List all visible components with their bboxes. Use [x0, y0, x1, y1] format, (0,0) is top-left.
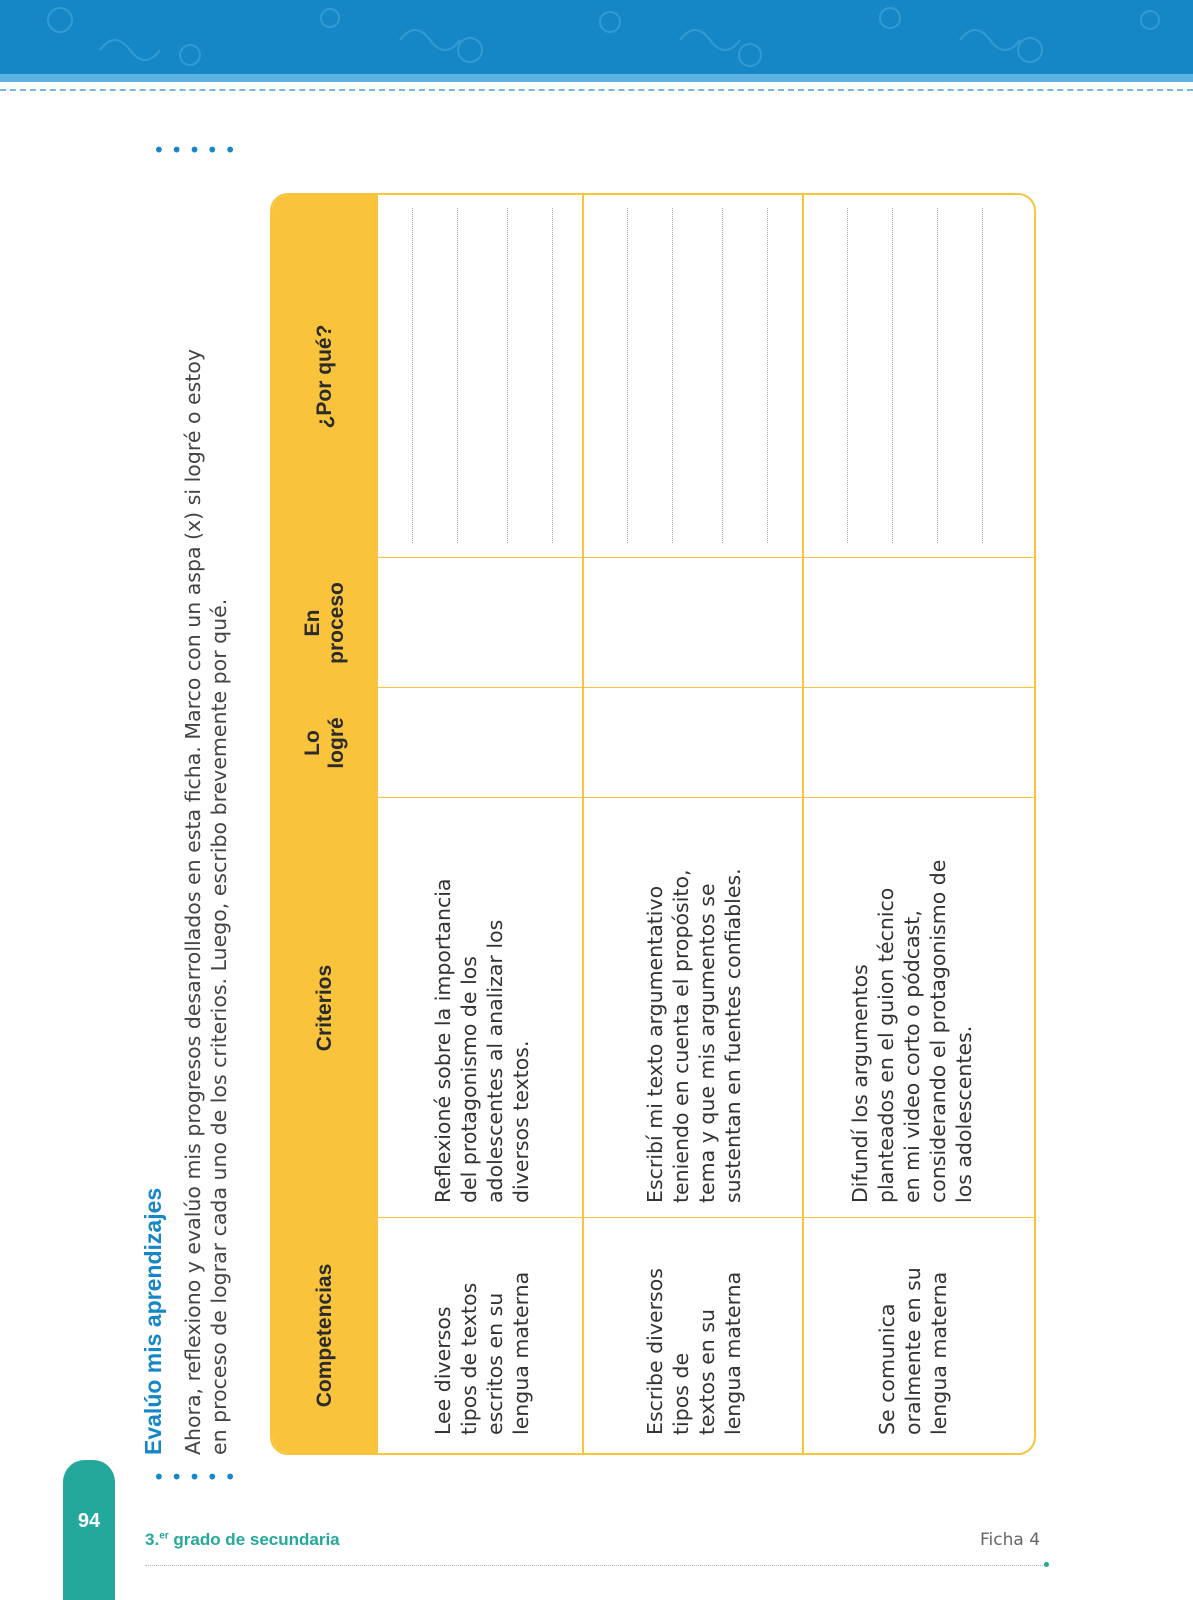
competencia-line: Lee diversos	[431, 1306, 455, 1435]
header-lo-logre	[272, 688, 378, 798]
criterio-line: en mi video corto o pódcast,	[900, 910, 924, 1203]
header-criterios: Criterios	[313, 964, 336, 1052]
grid-line	[272, 797, 1036, 798]
decorative-dots-icon: •••••	[153, 138, 242, 162]
competencia-line: tipos de textos	[457, 1282, 481, 1435]
criterio-cell	[430, 879, 534, 1203]
competencia-line: Se comunica	[875, 1303, 899, 1435]
grid-line	[272, 557, 1036, 558]
competencia-line: lengua materna	[509, 1271, 533, 1435]
criterio-line: planteados en el guion técnico	[874, 887, 898, 1203]
grade-number: 3.	[145, 1530, 160, 1549]
grade-text: grado de secundaria	[168, 1530, 340, 1549]
competencia-line: lengua materna	[721, 1271, 745, 1435]
header-lo-logre-line-1: Lo	[301, 730, 324, 756]
dashed-separator	[0, 89, 1193, 91]
header-en-proceso	[272, 558, 378, 688]
instructions-line-2: en proceso de lograr cada uno de los criterios. Luego, escribo brevemente por qué.	[207, 598, 231, 1455]
instructions	[180, 195, 232, 1455]
criterio-cell	[847, 860, 977, 1203]
header-lo-logre-line-2: logré	[325, 717, 348, 769]
criterio-line: adolescentes al analizar los	[483, 919, 507, 1203]
rotated-content	[140, 175, 1050, 1455]
writing-line[interactable]	[507, 208, 508, 543]
evaluation-table	[270, 193, 1036, 1455]
table-header	[272, 195, 378, 1453]
ficha-label: Ficha 4	[980, 1530, 1041, 1550]
writing-line[interactable]	[937, 208, 938, 543]
grid-line	[582, 195, 584, 1453]
writing-line[interactable]	[457, 208, 458, 543]
criterio-line: los adolescentes.	[952, 1025, 976, 1203]
footer-dot-icon	[1044, 1562, 1049, 1567]
header-competencias: Competencias	[313, 1263, 336, 1408]
criterio-line: teniendo en cuenta el propósito,	[669, 869, 693, 1203]
header-por-que: ¿Por qué?	[313, 324, 336, 429]
criterio-line: del protagonismo de los	[457, 956, 481, 1203]
competencia-line: tipos de	[669, 1352, 693, 1435]
criterio-line: sustentan en fuentes confiables.	[721, 868, 745, 1203]
grid-line	[802, 195, 804, 1453]
header-en-proceso-line-2: proceso	[325, 582, 348, 664]
competencia-line: textos en su	[695, 1309, 719, 1435]
criterio-line: Escribí mi texto argumentativo	[643, 885, 667, 1203]
header-en-proceso-line-1: En	[301, 609, 324, 637]
footer-dotted-line	[145, 1565, 1045, 1566]
competencia-line: Escribe diversos	[643, 1268, 667, 1435]
competencia-cell	[642, 1268, 746, 1435]
criterio-line: Reflexioné sobre la importancia	[431, 878, 455, 1203]
writing-line[interactable]	[627, 208, 628, 543]
criterio-line: considerando el protagonismo de	[926, 859, 950, 1203]
writing-line[interactable]	[982, 208, 983, 543]
top-strip	[0, 74, 1193, 82]
grid-line	[272, 1217, 1036, 1218]
competencia-line: lengua materna	[927, 1271, 951, 1435]
criterio-line: diversos textos.	[509, 1040, 533, 1203]
criterio-cell	[642, 868, 746, 1203]
instructions-line-1: Ahora, reflexiono y evalúo mis progresos desarrollados en esta ficha. Marco con un aspa (x) si logré o estoy	[181, 348, 205, 1455]
grid-line	[272, 687, 1036, 688]
section-title: Evalúo mis aprendizajes	[140, 1187, 166, 1455]
writing-line[interactable]	[892, 208, 893, 543]
grade-label	[145, 1530, 340, 1550]
writing-line[interactable]	[722, 208, 723, 543]
writing-line[interactable]	[672, 208, 673, 543]
doodle-pattern-icon	[0, 0, 1193, 82]
competencia-line: escritos en su	[483, 1292, 507, 1435]
writing-line[interactable]	[412, 208, 413, 543]
page-number: 94	[77, 1510, 101, 1532]
criterio-line: tema y que mis argumentos se	[695, 883, 719, 1203]
competencia-cell	[874, 1267, 952, 1435]
writing-line[interactable]	[552, 208, 553, 543]
competencia-cell	[430, 1272, 534, 1435]
top-banner	[0, 0, 1193, 82]
writing-line[interactable]	[767, 208, 768, 543]
competencia-line: oralmente en su	[901, 1267, 925, 1435]
criterio-line: Difundí los argumentos	[848, 964, 872, 1203]
writing-line[interactable]	[847, 208, 848, 543]
decorative-dots-icon: •••••	[153, 1465, 242, 1489]
grade-superscript: er	[159, 1530, 169, 1542]
